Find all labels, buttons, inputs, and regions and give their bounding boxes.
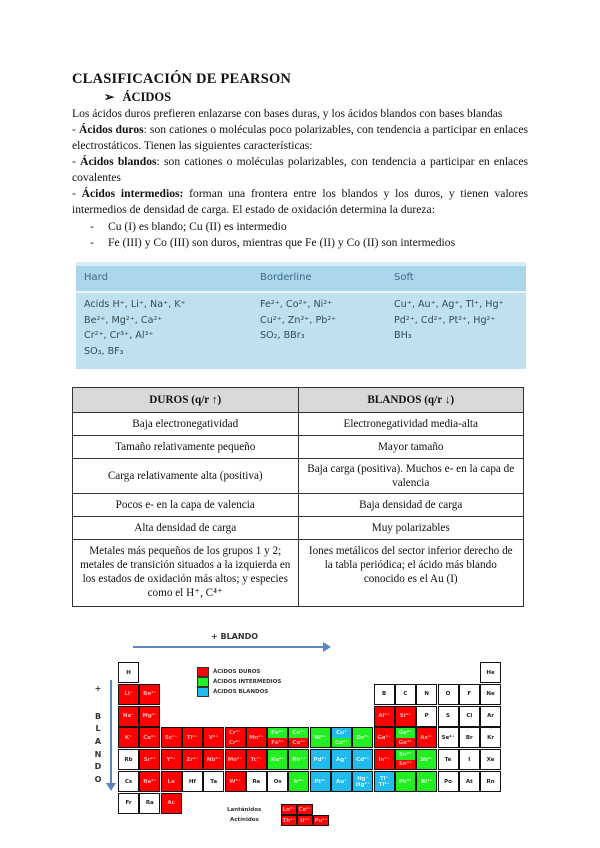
actinide-cell: Pu⁴⁺ — [313, 815, 329, 826]
element-cell: Ti⁴⁺ — [182, 727, 203, 748]
element-cell: He — [480, 662, 501, 683]
horizontal-axis-label: + BLANDO — [211, 632, 259, 641]
element-cell: At — [459, 771, 480, 792]
element-cell: Tl⁺ Tl³⁺ — [374, 771, 395, 792]
soft-acids-paragraph: - Ácidos blandos: son cationes o moléculas polarizables, con tendencia a participar en enlaces covalentes — [72, 155, 528, 185]
vertical-label-char: N — [94, 750, 102, 759]
element-cell: O — [438, 684, 459, 705]
element-cell: Mn²⁺ — [246, 727, 267, 748]
element-cell: Os — [267, 771, 288, 792]
element-cell: Rb — [118, 749, 139, 770]
element-cell: Se⁴⁺ — [438, 727, 459, 748]
element-cell: Na⁺ — [118, 706, 139, 727]
actinide-cell: U⁴⁺ — [297, 815, 313, 826]
element-cell: Po — [438, 771, 459, 792]
list-item: - Cu (I) es blando; Cu (II) es intermedio — [90, 220, 287, 233]
element-cell: I — [459, 749, 480, 770]
element-cell: Xe — [480, 749, 501, 770]
table-row: Pocos e- en la capa de valencia Baja densidad de carga — [73, 494, 524, 517]
lanthanide-cell: Ce⁴⁺ — [297, 804, 313, 815]
element-cell: Kr — [480, 727, 501, 748]
list-item: - Fe (III) y Co (III) son duros, mientras que Fe (II) y Co (II) son intermedios — [90, 236, 456, 249]
element-cell: Cl — [459, 706, 480, 727]
element-cell: Ca²⁺ — [139, 727, 160, 748]
element-cell: B — [374, 684, 395, 705]
element-cell: Y³⁺ — [161, 749, 182, 770]
table-row: Tamaño relativamente pequeño Mayor tamaño — [73, 436, 524, 459]
term-hard-acids: Ácidos duros — [78, 123, 144, 136]
vertical-label-char: B — [94, 712, 102, 721]
element-cell: Zn²⁺ — [352, 727, 373, 748]
element-cell: Sb³⁺ — [416, 749, 437, 770]
table-row: Alta densidad de carga Muy polarizables — [73, 517, 524, 540]
element-cell: Au⁺ — [331, 771, 352, 792]
element-cell: C — [395, 684, 416, 705]
element-cell: Hg⁺ Hg²⁺ — [352, 771, 373, 792]
term-soft-acids: Ácidos blandos — [80, 155, 157, 168]
element-cell: Pd²⁺ — [310, 749, 331, 770]
header-borderline: Borderline — [260, 272, 312, 283]
element-cell: Ru²⁺ — [267, 749, 288, 770]
periodic-table-figure: + BLANDO + B L A N D O ÁCIDOS DUROS ÁCIDOS INTERMEDIOS ÁCIDOS BLANDOS H He Li⁺ Be²⁺ B C N O F Ne Na⁺ Mg²⁺ Al³⁺ Si⁴⁺ P S Cl Ar K⁺ Ca²⁺ Sc³⁺ Ti⁴⁺ V⁴⁺ Cr³⁺ Cr⁶⁺ Mn²⁺ Fe²⁺ Fe³⁺ Co²⁺ Co³⁺ Ni²⁺ Cu⁺ Cu²⁺ Zn²⁺ Ga³⁺ Ge⁴⁺ Ge⁴⁺ As³⁺ Se⁴⁺ Br Kr Rb Sr²⁺ Y³⁺ Zr⁴⁺ Nb⁵⁺ Mo⁶⁺ Tc⁷⁺ Ru²⁺ Rh³⁺ Pd²⁺ Ag⁺ Cd²⁺ In³⁺ Sn²⁺ Sn⁴⁺ Sb³⁺ Te I Xe Cs Ba²⁺ La Hf Ta W⁶⁺ Re Os Ir³⁺ Pt²⁺ Au⁺ Hg⁺ Hg²⁺ Tl⁺ Tl³⁺ Pb²⁺ Bi³⁺ Po At Rn Fr Ra Ac Lantánidos Actínidos Ln³⁺ Ce⁴⁺ Th⁴⁺ U⁴⁺ Pu⁴⁺ — [85, 628, 515, 838]
element-cell: Sr²⁺ — [139, 749, 160, 770]
table-header-row — [73, 388, 524, 413]
element-cell: Rh³⁺ — [288, 749, 309, 770]
element-cell: Ta — [203, 771, 224, 792]
actinide-cell: Th⁴⁺ — [281, 815, 297, 826]
element-cell: Be²⁺ — [139, 684, 160, 705]
element-cell: Al³⁺ — [374, 706, 395, 727]
element-cell: Fr — [118, 793, 139, 814]
hsab-header-row — [76, 266, 526, 293]
element-cell: W⁶⁺ — [225, 771, 246, 792]
element-cell: Mg²⁺ — [139, 706, 160, 727]
element-cell: Cd²⁺ — [352, 749, 373, 770]
element-cell: K⁺ — [118, 727, 139, 748]
vertical-label-char: D — [94, 762, 102, 771]
borderline-acids-list: Fe²⁺, Co²⁺, Ni²⁺ Cu²⁺, Zn²⁺, Pb²⁺ SO₂, BBr₃ — [260, 299, 337, 341]
hsab-classification-image — [76, 262, 526, 369]
arrow-bullet-icon: ➢ — [104, 90, 115, 104]
element-cell: Nb⁵⁺ — [203, 749, 224, 770]
hard-soft-comparison-table — [72, 387, 524, 607]
element-cell: Ir³⁺ — [288, 771, 309, 792]
actinides-label: Actínidos — [230, 817, 259, 823]
element-cell: Pb²⁺ — [395, 771, 416, 792]
element-cell: La — [161, 771, 182, 792]
element-cell: Sc³⁺ — [161, 727, 182, 748]
vertical-label-char: O — [94, 775, 102, 784]
element-cell: Zr⁴⁺ — [182, 749, 203, 770]
intermediate-acids-paragraph: - Ácidos intermedios: forman una frontera entre los blandos y los duros, y tienen valores intermedios de densidad de carga. El estado de oxidación determina la dureza: — [72, 187, 528, 217]
element-cell: In³⁺ — [374, 749, 395, 770]
element-cell: Br — [459, 727, 480, 748]
horizontal-arrow-icon — [133, 646, 325, 648]
table-row: Metales más pequeños de los grupos 1 y 2; metales de transición situados a la izquierda en los estados de oxidación más altos; y especies como el H⁺, C⁴⁺ Iones metálicos del sector inferior derecho de la tabla periódica; el ácido más blando conocido es el Au (I) — [73, 540, 524, 607]
vertical-label-char: + — [94, 684, 102, 693]
table-row: Baja electronegatividad Electronegatividad media-alta — [73, 413, 524, 436]
lanthanides-label: Lantánidos — [227, 807, 262, 813]
vertical-label-char: L — [95, 724, 101, 733]
soft-acids-list: Cu⁺, Au⁺, Ag⁺, Tl⁺, Hg⁺ Pd²⁺, Cd²⁺, Pt²⁺, Hg²⁺ BH₃ — [394, 299, 504, 341]
arrow-down-icon — [106, 783, 116, 791]
vertical-label-char: A — [94, 737, 102, 746]
element-cell: S — [438, 706, 459, 727]
section-heading-label: ÁCIDOS — [122, 90, 172, 104]
element-cell: As³⁺ — [416, 727, 437, 748]
arrow-right-icon — [323, 642, 331, 652]
element-cell: Li⁺ — [118, 684, 139, 705]
element-cell: Sn²⁺ Sn⁴⁺ — [395, 749, 416, 770]
element-cell: Ac — [161, 793, 182, 814]
element-cell: Te — [438, 749, 459, 770]
legend-swatch-blue — [197, 687, 209, 697]
element-cell: Si⁴⁺ — [395, 706, 416, 727]
header-hard: Hard — [84, 272, 108, 283]
element-cell: Ni²⁺ — [310, 727, 331, 748]
section-heading — [104, 89, 171, 105]
element-cell: Cs — [118, 771, 139, 792]
page-title: CLASIFICACIÓN DE PEARSON — [72, 71, 292, 87]
vertical-arrow-icon — [110, 680, 112, 784]
element-cell: Tc⁷⁺ — [246, 749, 267, 770]
column-header-duros: DUROS (q/r ↑) — [73, 388, 299, 413]
header-soft: Soft — [394, 272, 414, 283]
term-intermediate-acids: Ácidos intermedios: — [81, 187, 184, 200]
element-cell: Re — [246, 771, 267, 792]
element-cell: Ba²⁺ — [139, 771, 160, 792]
element-cell: N — [416, 684, 437, 705]
element-cell: Ge⁴⁺ Ge⁴⁺ — [395, 727, 416, 748]
element-cell: Mo⁶⁺ — [225, 749, 246, 770]
element-cell: Ar — [480, 706, 501, 727]
element-cell: V⁴⁺ — [203, 727, 224, 748]
element-cell: Ga³⁺ — [374, 727, 395, 748]
legend-swatch-green — [197, 677, 209, 687]
element-cell: H — [118, 662, 139, 683]
element-cell: Ra — [139, 793, 160, 814]
hard-acids-list: Acids H⁺, Li⁺, Na⁺, K⁺ Be²⁺, Mg²⁺, Ca²⁺ Cr²⁺, Cr³⁺, Al³⁺ SO₃, BF₃ — [84, 299, 186, 357]
element-cell: Ag⁺ — [331, 749, 352, 770]
element-cell: Bi³⁺ — [416, 771, 437, 792]
element-cell: Rn — [480, 771, 501, 792]
element-cell: P — [416, 706, 437, 727]
legend-swatch-red — [197, 667, 209, 677]
element-cell: Hf — [182, 771, 203, 792]
element-cell: Cr³⁺ Cr⁶⁺ — [225, 727, 246, 748]
element-cell: Pt²⁺ — [310, 771, 331, 792]
element-cell: F — [459, 684, 480, 705]
column-header-blandos: BLANDOS (q/r ↓) — [298, 388, 524, 413]
element-cell: Cu⁺ Cu²⁺ — [331, 727, 352, 748]
lanthanide-cell: Ln³⁺ — [281, 804, 297, 815]
element-cell: Co²⁺ Co³⁺ — [288, 727, 309, 748]
intro-paragraph: Los ácidos duros prefieren enlazarse con bases duras, y los ácidos blandos con bases blandas — [72, 107, 503, 120]
element-cell: Ne — [480, 684, 501, 705]
table-row: Carga relativamente alta (positiva) Baja carga (positiva). Muchos e- en la capa de valencia — [73, 459, 524, 494]
hard-acids-paragraph: - Ácidos duros: son cationes o moléculas poco polarizables, con tendencia a participar en enlaces electrostáticos. Tienen las siguientes características: — [72, 123, 528, 153]
element-cell: Fe²⁺ Fe³⁺ — [267, 727, 288, 748]
